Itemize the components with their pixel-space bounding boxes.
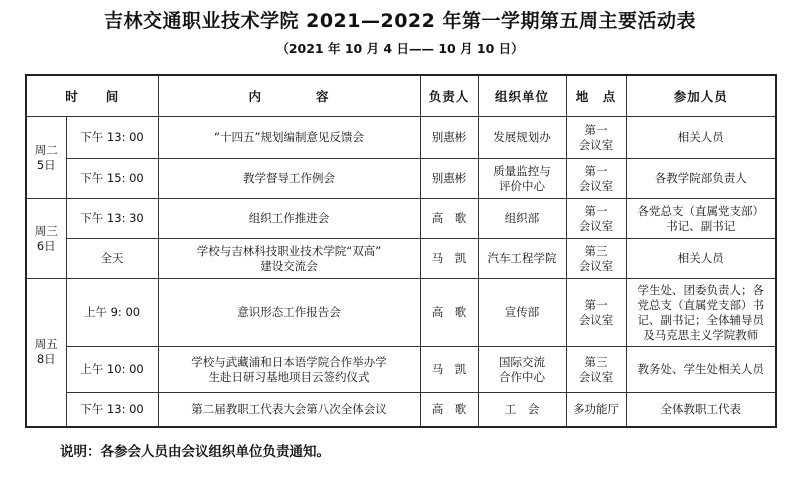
weekday-label: 周三 (34, 223, 58, 238)
unit-cell: 工 会 (478, 393, 566, 427)
day-cell (26, 279, 66, 427)
content-cell: “十四五”规划编制意见反馈会 (158, 117, 420, 159)
date-range: （2021 年 10 月 4 日—— 10 月 10 日） (276, 41, 524, 56)
place-cell: 第一 会议室 (566, 159, 626, 199)
header-place: 地 点 (566, 75, 626, 117)
table-row (26, 159, 776, 199)
weekday-label: 周五 (34, 337, 58, 352)
content-cell: 组织工作推进会 (158, 199, 420, 239)
time-cell: 上午 9: 00 (66, 279, 158, 347)
place-cell: 第三 会议室 (566, 239, 626, 279)
footnote: 说明：各参会人员由会议组织单位负责通知。 (60, 444, 330, 460)
header-content: 内 容 (158, 75, 420, 117)
header-time: 时 间 (26, 75, 158, 117)
time-cell: 上午 10: 00 (66, 347, 158, 393)
participants-cell: 全体教职工代表 (626, 393, 776, 427)
place-cell: 第一 会议室 (566, 117, 626, 159)
table-row (26, 393, 776, 427)
unit-cell: 发展规划办 (478, 117, 566, 159)
page-title: 吉林交通职业技术学院 2021—2022 年第一学期第五周主要活动表 (104, 10, 696, 32)
person-cell: 马 凯 (420, 239, 478, 279)
unit-cell: 汽车工程学院 (478, 239, 566, 279)
time-cell: 下午 13: 30 (66, 199, 158, 239)
unit-cell: 宣传部 (478, 279, 566, 347)
unit-cell: 组织部 (478, 199, 566, 239)
header-row (26, 75, 776, 117)
header-person: 负责人 (420, 75, 478, 117)
table-row (26, 347, 776, 393)
time-cell: 下午 15: 00 (66, 159, 158, 199)
table-row (26, 279, 776, 347)
place-cell: 第三 会议室 (566, 347, 626, 393)
table-row (26, 239, 776, 279)
person-cell: 高 歌 (420, 279, 478, 347)
date-label: 8日 (36, 352, 56, 367)
time-cell: 下午 13: 00 (66, 117, 158, 159)
header-participants: 参加人员 (626, 75, 776, 117)
place-cell: 第一 会议室 (566, 199, 626, 239)
person-cell: 别惠彬 (420, 159, 478, 199)
table-row (26, 199, 776, 239)
date-label: 5日 (36, 157, 56, 172)
place-cell: 第一 会议室 (566, 279, 626, 347)
content-cell: 第二届教职工代表大会第八次全体会议 (158, 393, 420, 427)
content-cell: 教学督导工作例会 (158, 159, 420, 199)
time-cell: 全天 (66, 239, 158, 279)
time-cell: 下午 13: 00 (66, 393, 158, 427)
content-cell: 学校与武藏浦和日本语学院合作举办学 生赴日研习基地项目云签约仪式 (158, 347, 420, 393)
unit-cell: 质量监控与 评价中心 (478, 159, 566, 199)
participants-cell: 教务处、学生处相关人员 (626, 347, 776, 393)
content-cell: 学校与吉林科技职业技术学院“双高” 建设交流会 (158, 239, 420, 279)
participants-cell: 相关人员 (626, 117, 776, 159)
content-cell: 意识形态工作报告会 (158, 279, 420, 347)
person-cell: 高 歌 (420, 199, 478, 239)
participants-cell: 学生处、团委负责人；各 党总支（直属党支部）书 记、副书记；全体辅导员 及马克思主义学院教师 (626, 279, 776, 347)
place-cell: 多功能厅 (566, 393, 626, 427)
header-unit: 组织单位 (478, 75, 566, 117)
participants-cell: 各教学院部负责人 (626, 159, 776, 199)
person-cell: 高 歌 (420, 393, 478, 427)
day-cell (26, 117, 66, 199)
person-cell: 马 凯 (420, 347, 478, 393)
weekday-label: 周二 (34, 142, 58, 157)
unit-cell: 国际交流 合作中心 (478, 347, 566, 393)
table-row (26, 117, 776, 159)
participants-cell: 相关人员 (626, 239, 776, 279)
day-cell (26, 199, 66, 279)
person-cell: 别惠彬 (420, 117, 478, 159)
activity-schedule-table (25, 74, 777, 428)
date-label: 6日 (36, 238, 56, 253)
participants-cell: 各党总支（直属党支部） 书记、副书记 (626, 199, 776, 239)
